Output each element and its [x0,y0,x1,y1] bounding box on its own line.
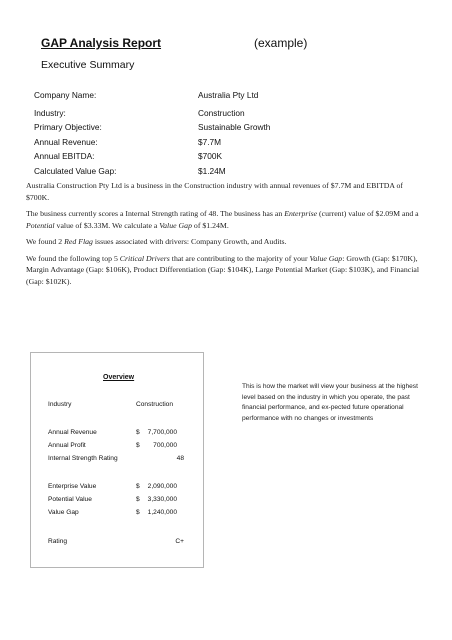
narrative-text: (current) value of $2.09M and a [317,209,419,218]
summary-label: Annual Revenue: [34,136,98,147]
section-heading: Executive Summary [41,59,135,71]
narrative-paragraph [26,253,428,288]
currency-symbol: $ [136,429,140,436]
emphasis-text: Red Flag [64,237,93,246]
summary-label: Company Name: [34,90,97,100]
overview-value: 3,330,000 [147,496,177,503]
narrative [26,180,428,292]
overview-value: 1,240,000 [147,509,177,516]
overview-label: Enterprise Value [48,483,97,490]
overview-label: Industry [48,401,72,408]
overview-title: Overview [103,374,135,381]
overview-row-enterprise [48,483,198,493]
summary-row [34,90,424,105]
summary-value: Sustainable Growth [198,122,271,133]
overview-row-gap [48,509,198,519]
narrative-paragraph [26,180,428,203]
summary-table [34,90,424,181]
overview-value: 2,090,000 [147,483,177,490]
emphasis-text: Potential [26,220,55,230]
overview-row-rating [48,538,198,548]
overview-row-potential [48,496,198,506]
overview-row-industry [48,401,198,411]
currency-symbol: $ [136,442,140,449]
emphasis-text: Value Gap [309,253,343,263]
summary-value: Australia Pty Ltd [198,90,259,100]
narrative-paragraph [26,236,428,248]
overview-row-strength [48,455,198,465]
emphasis-text: Critical Drivers [119,253,170,263]
title-row [36,36,426,54]
narrative-text: : Growth (Gap: $170K), Margin Advantage (Gap: $106K), Product Differentiation (Gap: $104K), Large Potential Market (Gap: $103K), and Financial (Gap: $102K). [26,253,419,286]
summary-label: Annual EBITDA: [34,151,95,162]
overview-label: Potential Value [48,496,92,503]
emphasis-text: Enterprise [284,209,318,218]
summary-row [34,151,424,166]
narrative-text: Australia Construction Pty Ltd is a business in the Construction industry with annual revenues of $7.7M and EBITDA of $700K. [26,181,404,202]
summary-value: Construction [198,107,245,118]
narrative-text: that are contributing to the majority of your [169,253,310,263]
overview-value: C+ [175,538,184,545]
summary-label: Primary Objective: [34,122,102,133]
example-label: (example) [254,36,308,50]
overview-box [30,352,204,568]
overview-row-revenue [48,429,198,439]
narrative-text: value of $3.33M. We calculate a [54,220,160,230]
narrative-text: We found 2 [26,237,65,246]
summary-label: Industry: [34,107,66,118]
overview-label: Internal Strength Rating [48,455,118,462]
summary-value: $700K [198,151,222,162]
summary-label: Calculated Value Gap: [34,165,117,176]
summary-value: $1.24M [198,165,226,176]
overview-value: 700,000 [153,442,177,449]
overview-label: Rating [48,538,68,545]
summary-row [34,108,424,123]
overview-value: 48 [176,455,184,462]
emphasis-text: Value Gap [159,220,192,230]
currency-symbol: $ [136,483,140,490]
summary-row [34,137,424,152]
report-title: GAP Analysis Report [41,36,162,50]
narrative-paragraph [26,208,428,231]
overview-row-profit [48,442,198,452]
overview-value: 7,700,000 [147,429,177,436]
currency-symbol: $ [136,496,140,503]
narrative-text: of $1.24M. [191,220,229,230]
overview-label: Annual Profit [48,442,86,449]
summary-row [34,122,424,137]
summary-value: $7.7M [198,136,222,147]
narrative-text: The business currently scores a Internal Strength rating of 48. The business has an [26,209,285,218]
summary-row [34,166,424,181]
side-note: This is how the market will view your business at the highest level based on the industry in which you operate, the past financial performance, and ex-pected future operational performance with no changes or investments [242,383,418,422]
currency-symbol: $ [136,509,140,516]
narrative-text: We found the following top 5 [26,253,120,263]
overview-label: Annual Revenue [48,429,97,436]
overview-label: Value Gap [48,509,79,516]
overview-value: Construction [136,401,174,408]
narrative-text: issues associated with drivers: Company Growth, and Audits. [92,237,287,246]
